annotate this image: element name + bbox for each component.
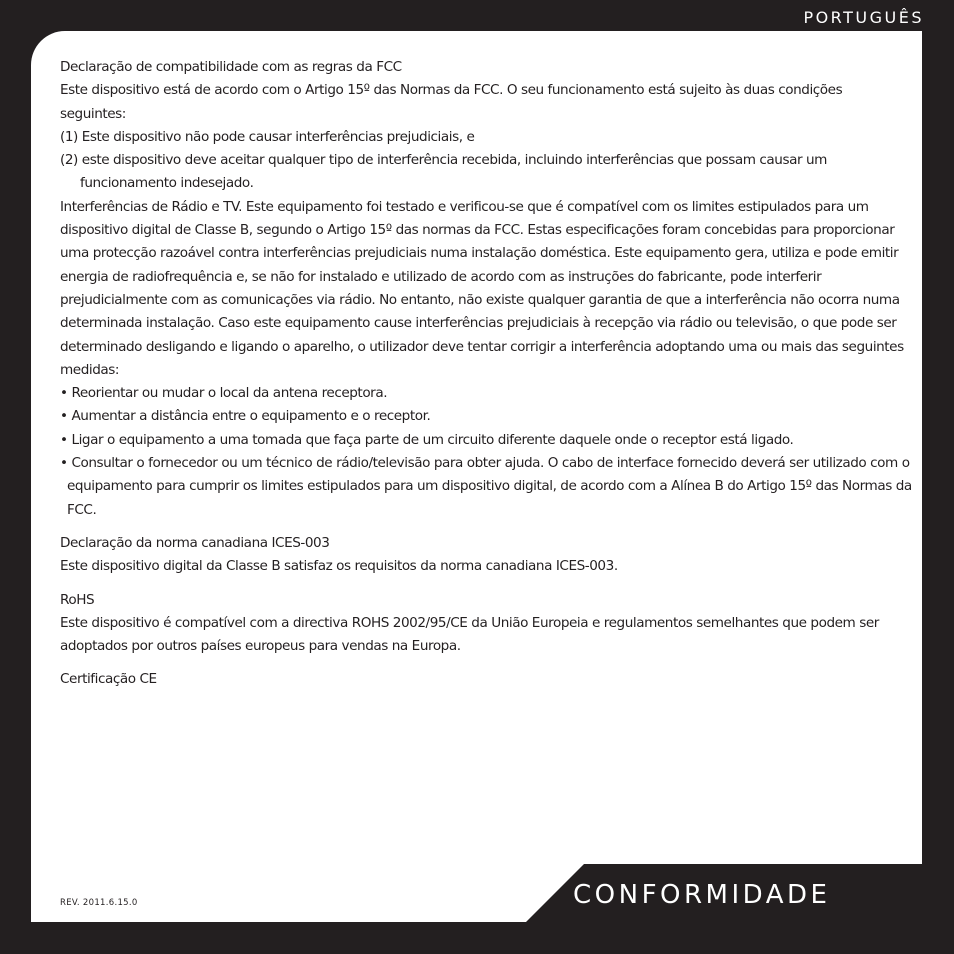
measure-item: • Reorientar ou mudar o local da antena receptora. <box>60 385 388 402</box>
revision-label: REV. 2011.6.15.0 <box>60 898 138 908</box>
measure-item: • Aumentar a distância entre o equipamento e o receptor. <box>60 408 431 425</box>
fcc-condition-1: (1) Este dispositivo não pode causar interferências prejudiciais, e <box>60 128 475 145</box>
fcc-intro: Este dispositivo está de acordo com o Artigo 15º das Normas da FCC. O seu funcionamento está sujeito às duas condições seguintes: <box>60 82 843 122</box>
measure-item: • Consultar o fornecedor ou um técnico de rádio/televisão para obter ajuda. O cabo de interface fornecido deverá ser utilizado com o equipamento para cumprir os limites estipulados para um dispositivo digital, de acordo com a Alínea B do Artigo 15º das Normas da FCC. <box>60 455 912 518</box>
ices-text: Este dispositivo digital da Classe B satisfaz os requisitos da norma canadiana ICES-003. <box>60 558 618 575</box>
fcc-interference-text: Interferências de Rádio e TV. Este equipamento foi testado e verificou-se que é compatível com os limites estipulados para um dispositivo digital de Classe B, segundo o Artigo 15º das normas da FCC. Estas especificações foram concebidas para proporcionar uma protecção razoável contra interferências prejudiciais numa instalação doméstica. Este equipamento gera, utiliza e pode emitir energia de radiofrequência e, se não for instalado e utilizado de acordo com as instruções do fabricante, pode interferir prejudicialmente com as comunicações via rádio. No entanto, não existe qualquer garantia de que a interferência não ocorra numa determinada instalação. Caso este equipamento cause interferências prejudiciais à recepção via rádio ou televisão, o que pode ser determinado desligando e ligando o aparelho, o utilizador deve tentar corrigir a interferência adoptando uma ou mais das seguintes medidas: <box>60 198 904 378</box>
language-label: PORTUGUÊS <box>803 8 924 27</box>
fcc-heading: Declaração de compatibilidade com as regras da FCC <box>60 59 402 75</box>
section-title: CONFORMIDADE <box>573 880 831 910</box>
rohs-heading: RoHS <box>60 591 95 608</box>
measure-item: • Ligar o equipamento a uma tomada que faça parte de um circuito diferente daquele onde o receptor está ligado. <box>60 431 794 448</box>
compliance-content <box>60 56 912 692</box>
ices-heading: Declaração da norma canadiana ICES-003 <box>60 534 330 551</box>
page-panel <box>31 31 922 922</box>
fcc-condition-2: (2) este dispositivo deve aceitar qualquer tipo de interferência recebida, incluindo interferências que possam causar um funcionamento indesejado. <box>60 152 827 192</box>
ce-heading: Certificação CE <box>60 671 157 688</box>
rohs-text: Este dispositivo é compatível com a directiva ROHS 2002/95/CE da União Europeia e regulamentos semelhantes que podem ser adoptados por outros países europeus para vendas na Europa. <box>60 614 879 655</box>
